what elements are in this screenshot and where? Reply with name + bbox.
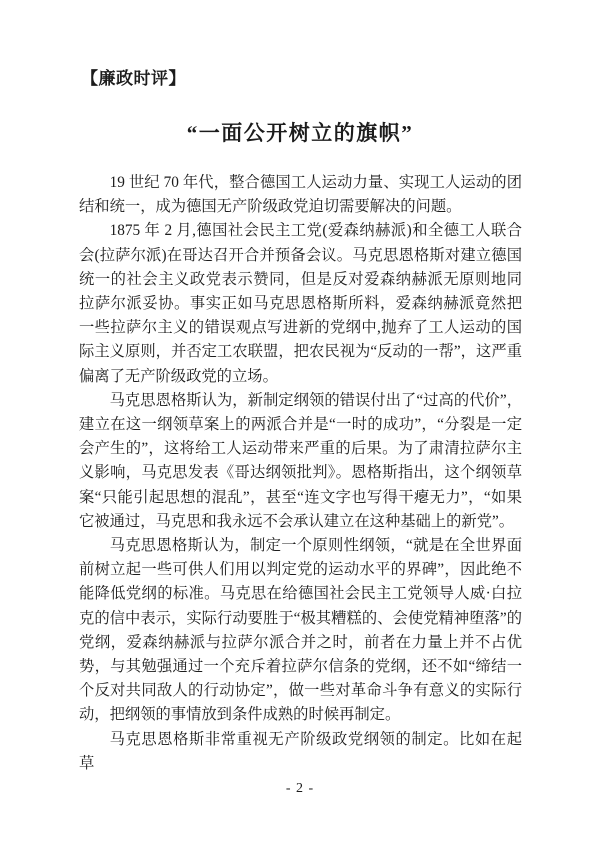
article-body: [79, 171, 522, 776]
paragraph-3: 马克思恩格斯认为，新制定纲领的错误付出了“过高的代价”，建立在这一纲领草案上的两派合并是“一时的成功”，“分裂是一定会产生的”，这将给工人运动带来严重的后果。为了肃清拉萨尔主义影响，马克思发表《哥达纲领批判》。恩格斯指出，这个纲领草案“只能引起思想的混乱”，甚至“连文字也写得干瘪无力”，“如果它被通过，马克思和我永远不会承认建立在这种基础上的新党”。: [79, 391, 522, 530]
paragraph-1: 19 世纪 70 年代，整合德国工人运动力量、实现工人运动的团结和统一，成为德国无产阶级政党迫切需要解决的问题。: [79, 174, 522, 216]
column-header: 【廉政时评】: [81, 69, 186, 88]
article-title: “一面公开树立的旗帜”: [186, 121, 414, 145]
page-number: - 2 -: [285, 781, 315, 796]
paragraph-4: 马克思恩格斯认为，制定一个原则性纲领，“就是在全世界面前树立起一些可供人们用以判定党的运动水平的界碑”，因此绝不能降低党纲的标准。马克思在给德国社会民主工党领导人威·白拉克的信中表示，实际行动要胜于“极其糟糕的、会使党精神堕落”的党纲，爱森纳赫派与拉萨尔派合并之时，前者在力量上并不占优势，与其勉强通过一个充斥着拉萨尔信条的党纲，还不如“缔结一个反对共同敌人的行动协定”，做一些对革命斗争有意义的实际行动，把纲领的事情放到条件成熟的时候再制定。: [79, 537, 522, 724]
paragraph-5: 马克思恩格斯非常重视无产阶级政党纲领的制定。比如在起草: [79, 730, 522, 772]
paragraph-2: 1875 年 2 月,德国社会民主工党(爱森纳赫派)和全德工人联合会(拉萨尔派)在哥达召开合并预备会议。马克思恩格斯对建立德国统一的社会主义政党表示赞同，但是反对爱森纳赫派无原则地同拉萨尔派妥协。事实正如马克思恩格斯所料，爱森纳赫派竟然把一些拉萨尔主义的错误观点写进新的党纲中,抛弃了工人运动的国际主义原则，并否定工农联盟，把农民视为“反动的一帮”，这严重偏离了无产阶级政党的立场。: [79, 222, 522, 385]
